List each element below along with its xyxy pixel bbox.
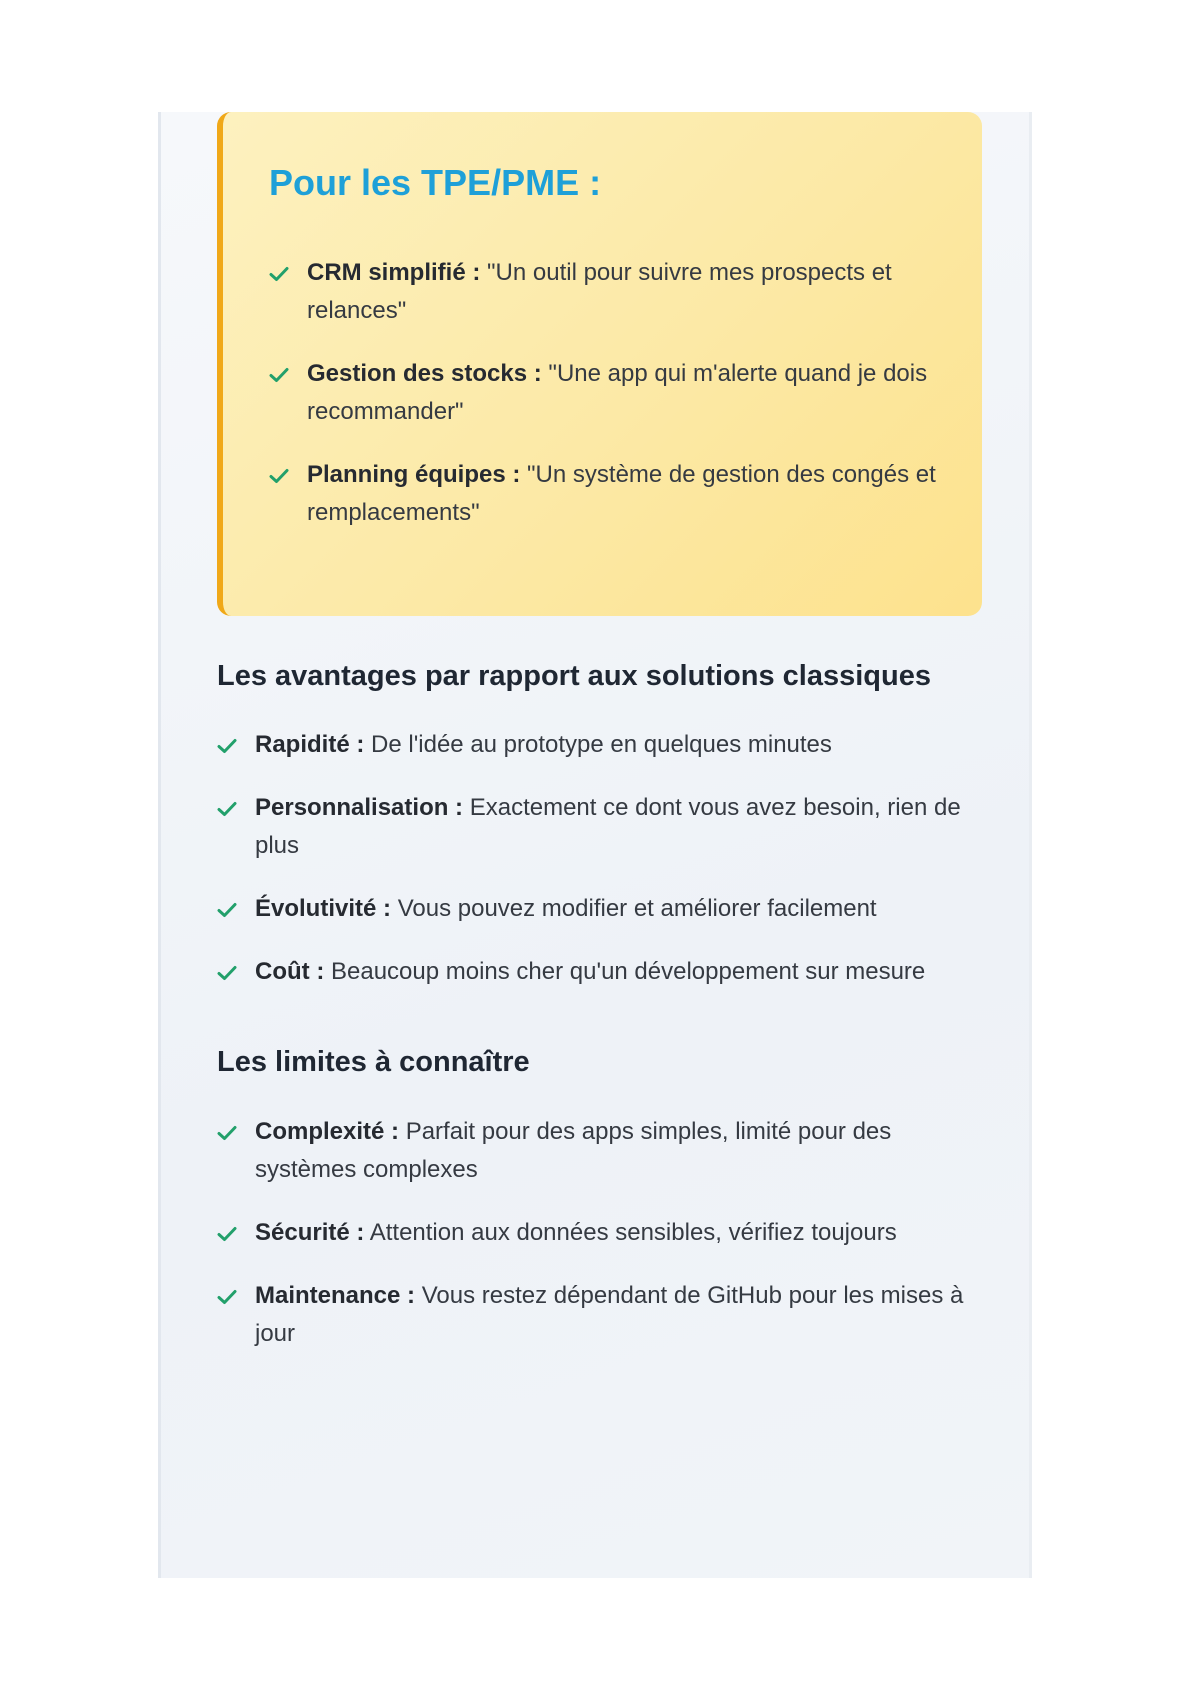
check-icon <box>217 1226 237 1242</box>
list-item <box>269 355 949 431</box>
item-label: Maintenance : <box>255 1282 416 1309</box>
callout-list <box>269 254 949 557</box>
item-label: Complexité : <box>255 1118 400 1145</box>
page-card <box>158 112 1032 1578</box>
list-item <box>269 254 949 330</box>
check-icon <box>269 367 289 383</box>
item-text: "Une app qui m'alerte quand je dois recommander" <box>307 360 928 425</box>
list-item <box>269 456 949 532</box>
item-text: Attention aux données sensibles, vérifiez toujours <box>369 1219 897 1246</box>
item-label: Planning équipes : <box>307 461 521 488</box>
item-text: "Un système de gestion des congés et remplacements" <box>307 461 936 526</box>
check-icon <box>269 468 289 484</box>
item-text: Vous restez dépendant de GitHub pour les mises à jour <box>255 1282 964 1347</box>
list-item <box>217 1277 987 1353</box>
item-label: Coût : <box>255 958 325 985</box>
list-item <box>217 726 987 764</box>
check-icon <box>269 266 289 282</box>
check-icon <box>217 965 237 981</box>
list-item <box>217 890 987 928</box>
item-label: CRM simplifié : <box>307 259 481 286</box>
check-icon <box>217 1125 237 1141</box>
item-label: Gestion des stocks : <box>307 360 542 387</box>
item-label: Personnalisation : <box>255 794 464 821</box>
item-text: Exactement ce dont vous avez besoin, rien de plus <box>255 794 961 859</box>
item-text: Parfait pour des apps simples, limité pour des systèmes complexes <box>255 1118 892 1183</box>
advantages-list <box>217 726 987 1016</box>
limits-list <box>217 1113 987 1378</box>
callout-title: Pour les TPE/PME : <box>269 162 602 203</box>
item-label: Sécurité : <box>255 1219 365 1246</box>
item-text: "Un outil pour suivre mes prospects et relances" <box>307 259 892 324</box>
tpe-pme-callout <box>217 112 982 616</box>
list-item <box>217 789 987 865</box>
check-icon <box>217 902 237 918</box>
item-label: Évolutivité : <box>255 895 392 922</box>
check-icon <box>217 801 237 817</box>
item-text: De l'idée au prototype en quelques minutes <box>371 731 832 758</box>
item-text: Vous pouvez modifier et améliorer facilement <box>397 895 877 922</box>
list-item <box>217 1214 987 1252</box>
check-icon <box>217 738 237 754</box>
item-label: Rapidité : <box>255 731 365 758</box>
list-item <box>217 1113 987 1189</box>
list-item <box>217 953 987 991</box>
item-text: Beaucoup moins cher qu'un développement sur mesure <box>330 958 926 985</box>
limits-heading: Les limites à connaître <box>217 1046 530 1078</box>
check-icon <box>217 1289 237 1305</box>
advantages-heading: Les avantages par rapport aux solutions classiques <box>217 660 931 692</box>
